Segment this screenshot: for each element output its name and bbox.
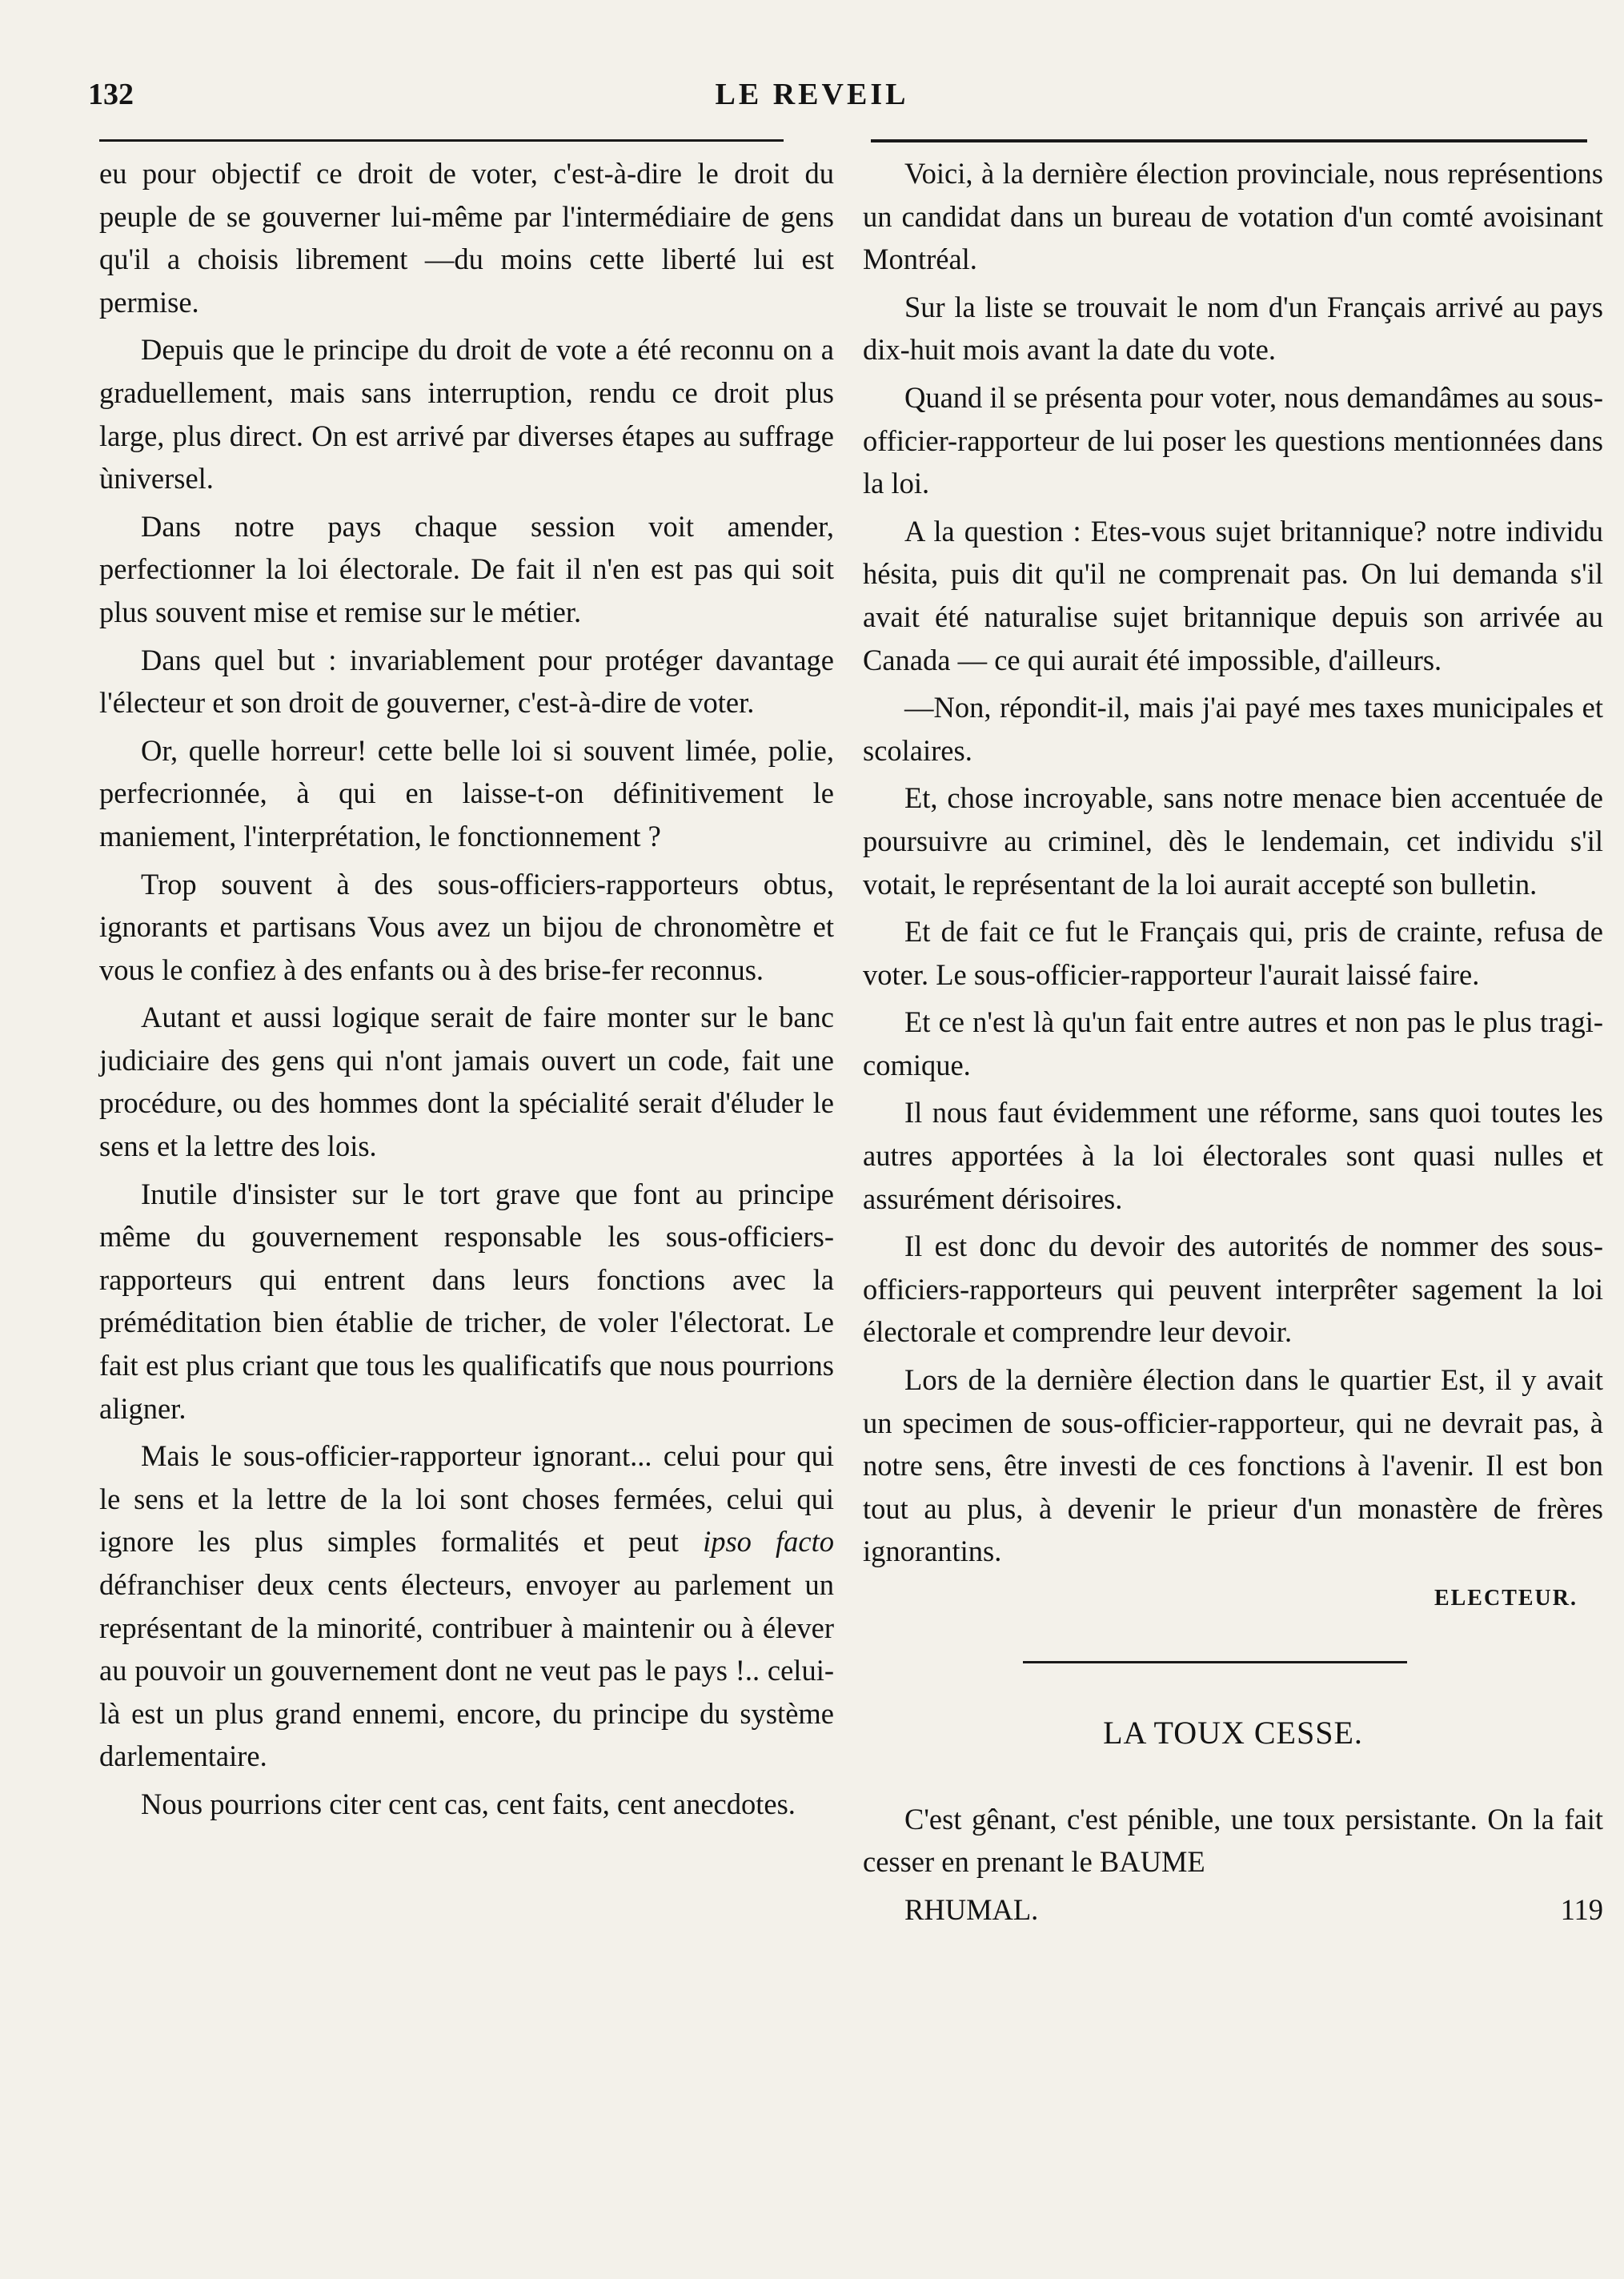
italic-phrase: ipso facto: [703, 1525, 834, 1559]
paragraph: Autant et aussi logique serait de faire monter sur le banc judiciaire des gens qui n'ont jamais ouvert un code, fait une procédure, ou des hommes dont la spécialité serait d'éluder le sens et la lettre des lois.: [99, 1001, 834, 1163]
paragraph: Lors de la dernière élection dans le quartier Est, il y avait un specimen de sous-officier-rapporteur, qui ne devrait pas, à notre sens, être investi de ces fonctions à l'avenir. Il est bon tout au plus, à devenir le prieur d'un monastère de frères ignorantins.: [863, 1363, 1603, 1568]
paragraph: Dans notre pays chaque session voit amender, perfectionner la loi électorale. De fait il n'en est pas qui soit plus souvent mise et remise sur le métier.: [99, 509, 834, 628]
header-rule-right: [871, 139, 1587, 142]
paragraph: A la question : Etes-vous sujet britannique? notre individu hésita, puis dit qu'il ne comprenait pas. On lui demanda s'il avait été naturalise sujet britannique depuis son arrivée au Canada — ce qui aurait été impossible, d'ailleurs.: [863, 514, 1603, 676]
paragraph: Quand il se présenta pour voter, nous demandâmes au sous-officier-rapporteur de lui poser les questions mentionnées dans la loi.: [863, 380, 1603, 500]
paragraph: eu pour objectif ce droit de voter, c'est-à-dire le droit du peuple de se gouverner lui-même par l'intermédiaire de gens qu'il a choisis librement —du moins cette liberté lui est permise.: [99, 157, 834, 319]
advert-product-name: RHUMAL.: [904, 1892, 1039, 1926]
paragraph: Et ce n'est là qu'un fait entre autres et non pas le plus tragi-comique.: [863, 1005, 1603, 1081]
paragraph-text: Mais le sous-officier-rapporteur ignorant... celui pour qui le sens et la lettre de la loi sont choses fermées, celui qui ignore les plus simples formalités et peut: [99, 1439, 834, 1559]
right-column: [863, 152, 1603, 1931]
paragraph: Et de fait ce fut le Français qui, pris de crainte, refusa de voter. Le sous-officier-rapporteur l'aurait laissé faire.: [863, 915, 1603, 991]
paragraph: Sur la liste se trouvait le nom d'un Français arrivé au pays dix-huit mois avant la date du vote.: [863, 290, 1603, 367]
paragraph: Depuis que le principe du droit de vote a été reconnu on a graduellement, mais sans interruption, rendu ce droit plus large, plus direct. On est arrivé par diverses étapes au suffrage ùniversel.: [99, 333, 834, 496]
paragraph: Il nous faut évidemment une réforme, sans quoi toutes les autres apportées à la loi électorales sont quasi nulles et assurément dérisoires.: [863, 1096, 1603, 1215]
author-signature: ELECTEUR.: [1434, 1586, 1578, 1611]
paragraph: Voici, à la dernière élection provinciale, nous représentions un candidat dans un bureau de votation d'un comté avoisinant Montréal.: [863, 157, 1603, 276]
paragraph: Dans quel but : invariablement pour protéger davantage l'électeur et son droit de gouverner, c'est-à-dire de voter.: [99, 643, 834, 720]
paragraph-text: défranchiser deux cents électeurs, envoyer au parlement un représentant de la minorité, contribuer à maintenir ou à élever au pouvoir un gouvernement dont ne veut pas le pays !.. celui-là est un plus grand ennemi, encore, du principe du système darlementaire.: [99, 1568, 834, 1773]
paragraph: Trop souvent à des sous-officiers-rapporteurs obtus, ignorants et partisans Vous avez un bijou de chronomètre et vous le confiez à des enfants ou à des brise-fer reconnus.: [99, 867, 834, 986]
running-title: LE REVEIL: [715, 78, 909, 111]
paragraph: Inutile d'insister sur le tort grave que font au principe même du gouvernement responsable les sous-officiers-rapporteurs qui entrent dans leurs fonctions avec la préméditation bien établie de tricher, de voler l'électorat. Le fait est plus criant que tous les qualificatifs que nous pourrions aligner.: [99, 1177, 834, 1425]
advert-last-line: [863, 1888, 1603, 1932]
paragraph: Et, chose incroyable, sans notre menace bien accentuée de poursuivre au criminel, dès le lendemain, cet individu s'il votait, le représentant de la loi aurait accepté son bulletin.: [863, 781, 1603, 901]
paragraph: [99, 1434, 834, 1778]
advert-text: C'est gênant, c'est pénible, une toux persistante. On la fait cesser en prenant le BAUME: [863, 1802, 1603, 1879]
paragraph: —Non, répondit-il, mais j'ai payé mes taxes municipales et scolaires.: [863, 691, 1603, 767]
left-column: [99, 152, 834, 1826]
page-number: 132: [88, 78, 134, 111]
header-rule-left: [99, 139, 784, 142]
advert-title: LA TOUX CESSE.: [1103, 1715, 1363, 1751]
paragraph: Il est donc du devoir des autorités de nommer des sous-officiers-rapporteurs qui peuvent interprêter sagement la loi électorale et comprendre leur devoir.: [863, 1230, 1603, 1349]
paragraph: Nous pourrions citer cent cas, cent faits, cent anecdotes.: [141, 1787, 796, 1820]
section-divider: [1023, 1661, 1407, 1663]
paragraph: Or, quelle horreur! cette belle loi si souvent limée, polie, perfecrionnée, à qui en laisse-t-on définitivement le maniement, l'interprétation, le fonctionnement ?: [99, 733, 834, 853]
advert-number: 119: [1560, 1892, 1603, 1926]
